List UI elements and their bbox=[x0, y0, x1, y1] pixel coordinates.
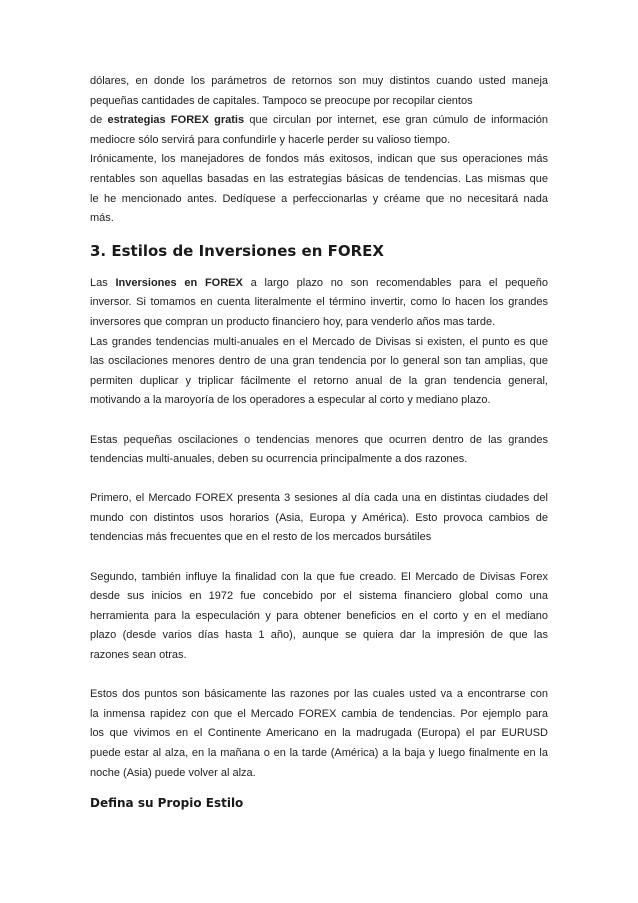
text-line bbox=[90, 111, 548, 131]
text-line: rentables son aquellas basadas en las estrategias básicas de tendencias. Las mismas que bbox=[90, 172, 548, 185]
section3-paragraph-3 bbox=[90, 489, 548, 548]
paragraph-spacer bbox=[90, 470, 548, 490]
section3-paragraph-5 bbox=[90, 685, 548, 783]
text-line: tendencias multi-anuales, deben su ocurrencia principalmente a dos razones. bbox=[90, 453, 468, 466]
text-fragment: Las bbox=[90, 276, 116, 289]
bold-link-text: Inversiones en FOREX bbox=[115, 276, 243, 289]
text-line: mundo con distintos usos horarios (Asia, Europa y América). Esto provoca cambios de bbox=[90, 511, 548, 524]
document-page bbox=[90, 72, 548, 813]
subsection-heading: Defina su Propio Estilo bbox=[90, 796, 244, 811]
text-line: pequeñas cantidades de capitales. Tampoco se preocupe por recopilar cientos bbox=[90, 94, 473, 107]
text-line: Estas pequeñas oscilaciones o tendencias menores que ocurren dentro de las grandes bbox=[90, 433, 548, 446]
paragraph-spacer bbox=[90, 666, 548, 686]
text-fragment: de bbox=[90, 114, 108, 127]
text-line: Primero, el Mercado FOREX presenta 3 sesiones al día cada una en distintas ciudades del bbox=[90, 492, 548, 505]
text-line: inversores que compran un producto financiero hoy, para venderlo años mas tarde. bbox=[90, 315, 496, 328]
text-line: las oscilaciones menores dentro de una gran tendencia por lo general son tan amplias, que bbox=[90, 355, 548, 368]
text-line: permiten duplicar y triplicar fácilmente el retorno anual de la gran tendencia general, bbox=[90, 374, 548, 387]
text-line: dólares, en donde los parámetros de retornos son muy distintos cuando usted maneja bbox=[90, 75, 548, 87]
section3-paragraph-4 bbox=[90, 568, 548, 666]
text-fragment: que circulan por internet, ese gran cúmulo de información bbox=[244, 114, 548, 127]
text-line: herramienta para la especulación y para obtener beneficios en el corto y en el mediano bbox=[90, 609, 548, 622]
section3-paragraph-1 bbox=[90, 274, 548, 411]
text-line: Las grandes tendencias multi-anuales en el Mercado de Divisas si existen, el punto es que bbox=[90, 335, 548, 348]
text-line: la inmensa rapidez con que el Mercado FOREX cambia de tendencias. Por ejemplo para bbox=[90, 707, 548, 720]
text-line bbox=[90, 274, 548, 294]
text-line: motivando a la maroyoría de los operadores a especular al corto y mediano plazo. bbox=[90, 394, 491, 407]
text-line: Estos dos puntos son básicamente las razones por las cuales usted va a encontrarse con bbox=[90, 688, 548, 701]
intro-paragraph bbox=[90, 72, 548, 229]
bold-link-text: estrategias FOREX gratis bbox=[107, 114, 245, 127]
text-line: plazo (desde varios días hasta 1 año), aunque se quiera dar la impresión de que las bbox=[90, 629, 548, 642]
section-heading: 3. Estilos de Inversiones en FOREX bbox=[90, 241, 384, 260]
text-line: desde sus inicios en 1972 fue concebido por el sistema financiero global como una bbox=[90, 590, 548, 603]
text-line: inversor. Si tomamos en cuenta literalmente el término invertir, como lo hacen los grandes bbox=[90, 296, 548, 309]
text-line: le he mencionado antes. Dedíquese a perfeccionarlas y créame que no necesitará nada bbox=[90, 192, 548, 205]
text-line: más. bbox=[90, 212, 114, 225]
paragraph-spacer bbox=[90, 548, 548, 568]
text-line: Irónicamente, los manejadores de fondos más exitosos, indican que sus operaciones más bbox=[90, 153, 548, 166]
text-line: noche (Asia) puede volver al alza. bbox=[90, 766, 256, 779]
text-line: puede estar al alza, en la mañana o en la tarde (América) a la baja y luego finalmente en la bbox=[90, 747, 548, 759]
text-fragment: a largo plazo no son recomendables para el pequeño bbox=[242, 276, 548, 289]
text-line: Segundo, también influye la finalidad con la que fue creado. El Mercado de Divisas Forex bbox=[90, 570, 548, 583]
text-line: razones sean otras. bbox=[90, 649, 187, 662]
text-line: tendencias más frecuentes que en el resto de los mercados bursátiles bbox=[90, 531, 432, 544]
text-line: mediocre sólo servirá para confundirle y hacerle perder su valioso tiempo. bbox=[90, 133, 451, 146]
section3-paragraph-2 bbox=[90, 431, 548, 470]
text-line: los que vivimos en el Continente Americano en la madrugada (Europa) el par EURUSD bbox=[90, 727, 548, 740]
paragraph-spacer bbox=[90, 411, 548, 431]
